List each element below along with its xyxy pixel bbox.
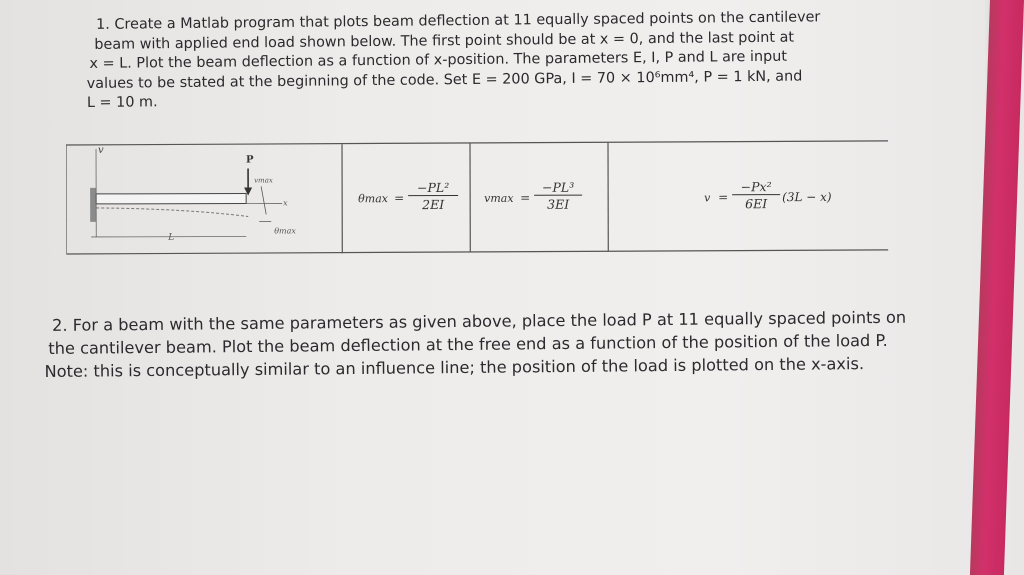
question-1-line: L = 10 m. — [86, 94, 158, 111]
v-max-formula — [470, 141, 608, 253]
fraction — [408, 180, 458, 212]
question-1-line: x = L. Plot the beam deflection as a function of x-position. The parameters E, I, P and L are input — [89, 48, 788, 72]
v-axis-label: v — [98, 144, 104, 156]
theta-max-formula — [342, 141, 470, 253]
wall-support — [90, 188, 96, 222]
numerator: −PL² — [408, 180, 458, 196]
length-label: L — [168, 232, 175, 243]
load-label: P — [246, 154, 254, 166]
vmax-dimension — [261, 186, 266, 214]
formula-label: θmax — [358, 192, 388, 206]
question-1 — [86, 7, 907, 113]
equals-sign: = — [718, 190, 729, 205]
beam — [96, 194, 246, 204]
denominator: 3EI — [547, 196, 570, 212]
question-1-line: values to be stated at the beginning of the code. Set E = 200 GPa, I = 70 × 10⁶mm⁴, P = 1 kN, and — [86, 68, 803, 92]
denominator: 2EI — [422, 197, 445, 213]
formula-label: v — [704, 191, 711, 205]
question-1-line: 1. Create a Matlab program that plots beam deflection at 11 equally spaced points on the cantilever — [96, 9, 821, 33]
formula-label: vmax — [484, 191, 514, 205]
denominator: 6EI — [745, 196, 768, 212]
equals-sign: = — [394, 191, 405, 206]
question-2-line: 2. For a beam with the same parameters as given above, place the load P at 11 equally spaced points on — [52, 307, 907, 335]
formula-tail: (3L − x) — [782, 189, 832, 205]
deflection-formula — [608, 140, 888, 253]
question-2 — [44, 305, 945, 383]
fraction — [534, 180, 582, 212]
theta-label: θmax — [274, 226, 296, 236]
numerator: −Px² — [732, 179, 780, 195]
numerator: −PL³ — [534, 180, 582, 196]
fraction — [732, 179, 780, 211]
x-axis-label: x — [283, 198, 288, 208]
question-2-line: the cantilever beam. Plot the beam deflection at the free end as a function of the position of the load P. — [48, 330, 888, 358]
question-1-line: beam with applied end load shown below. The first point should be at x = 0, and the last point at — [94, 29, 795, 53]
equals-sign: = — [520, 190, 531, 205]
vmax-label: vmax — [254, 176, 273, 185]
deflected-shape — [96, 208, 248, 217]
question-2-line: Note: this is conceptually similar to an influence line; the position of the load is plotted on the x-axis. — [44, 354, 865, 381]
cantilever-figure — [66, 141, 342, 254]
formula-table — [66, 140, 888, 258]
